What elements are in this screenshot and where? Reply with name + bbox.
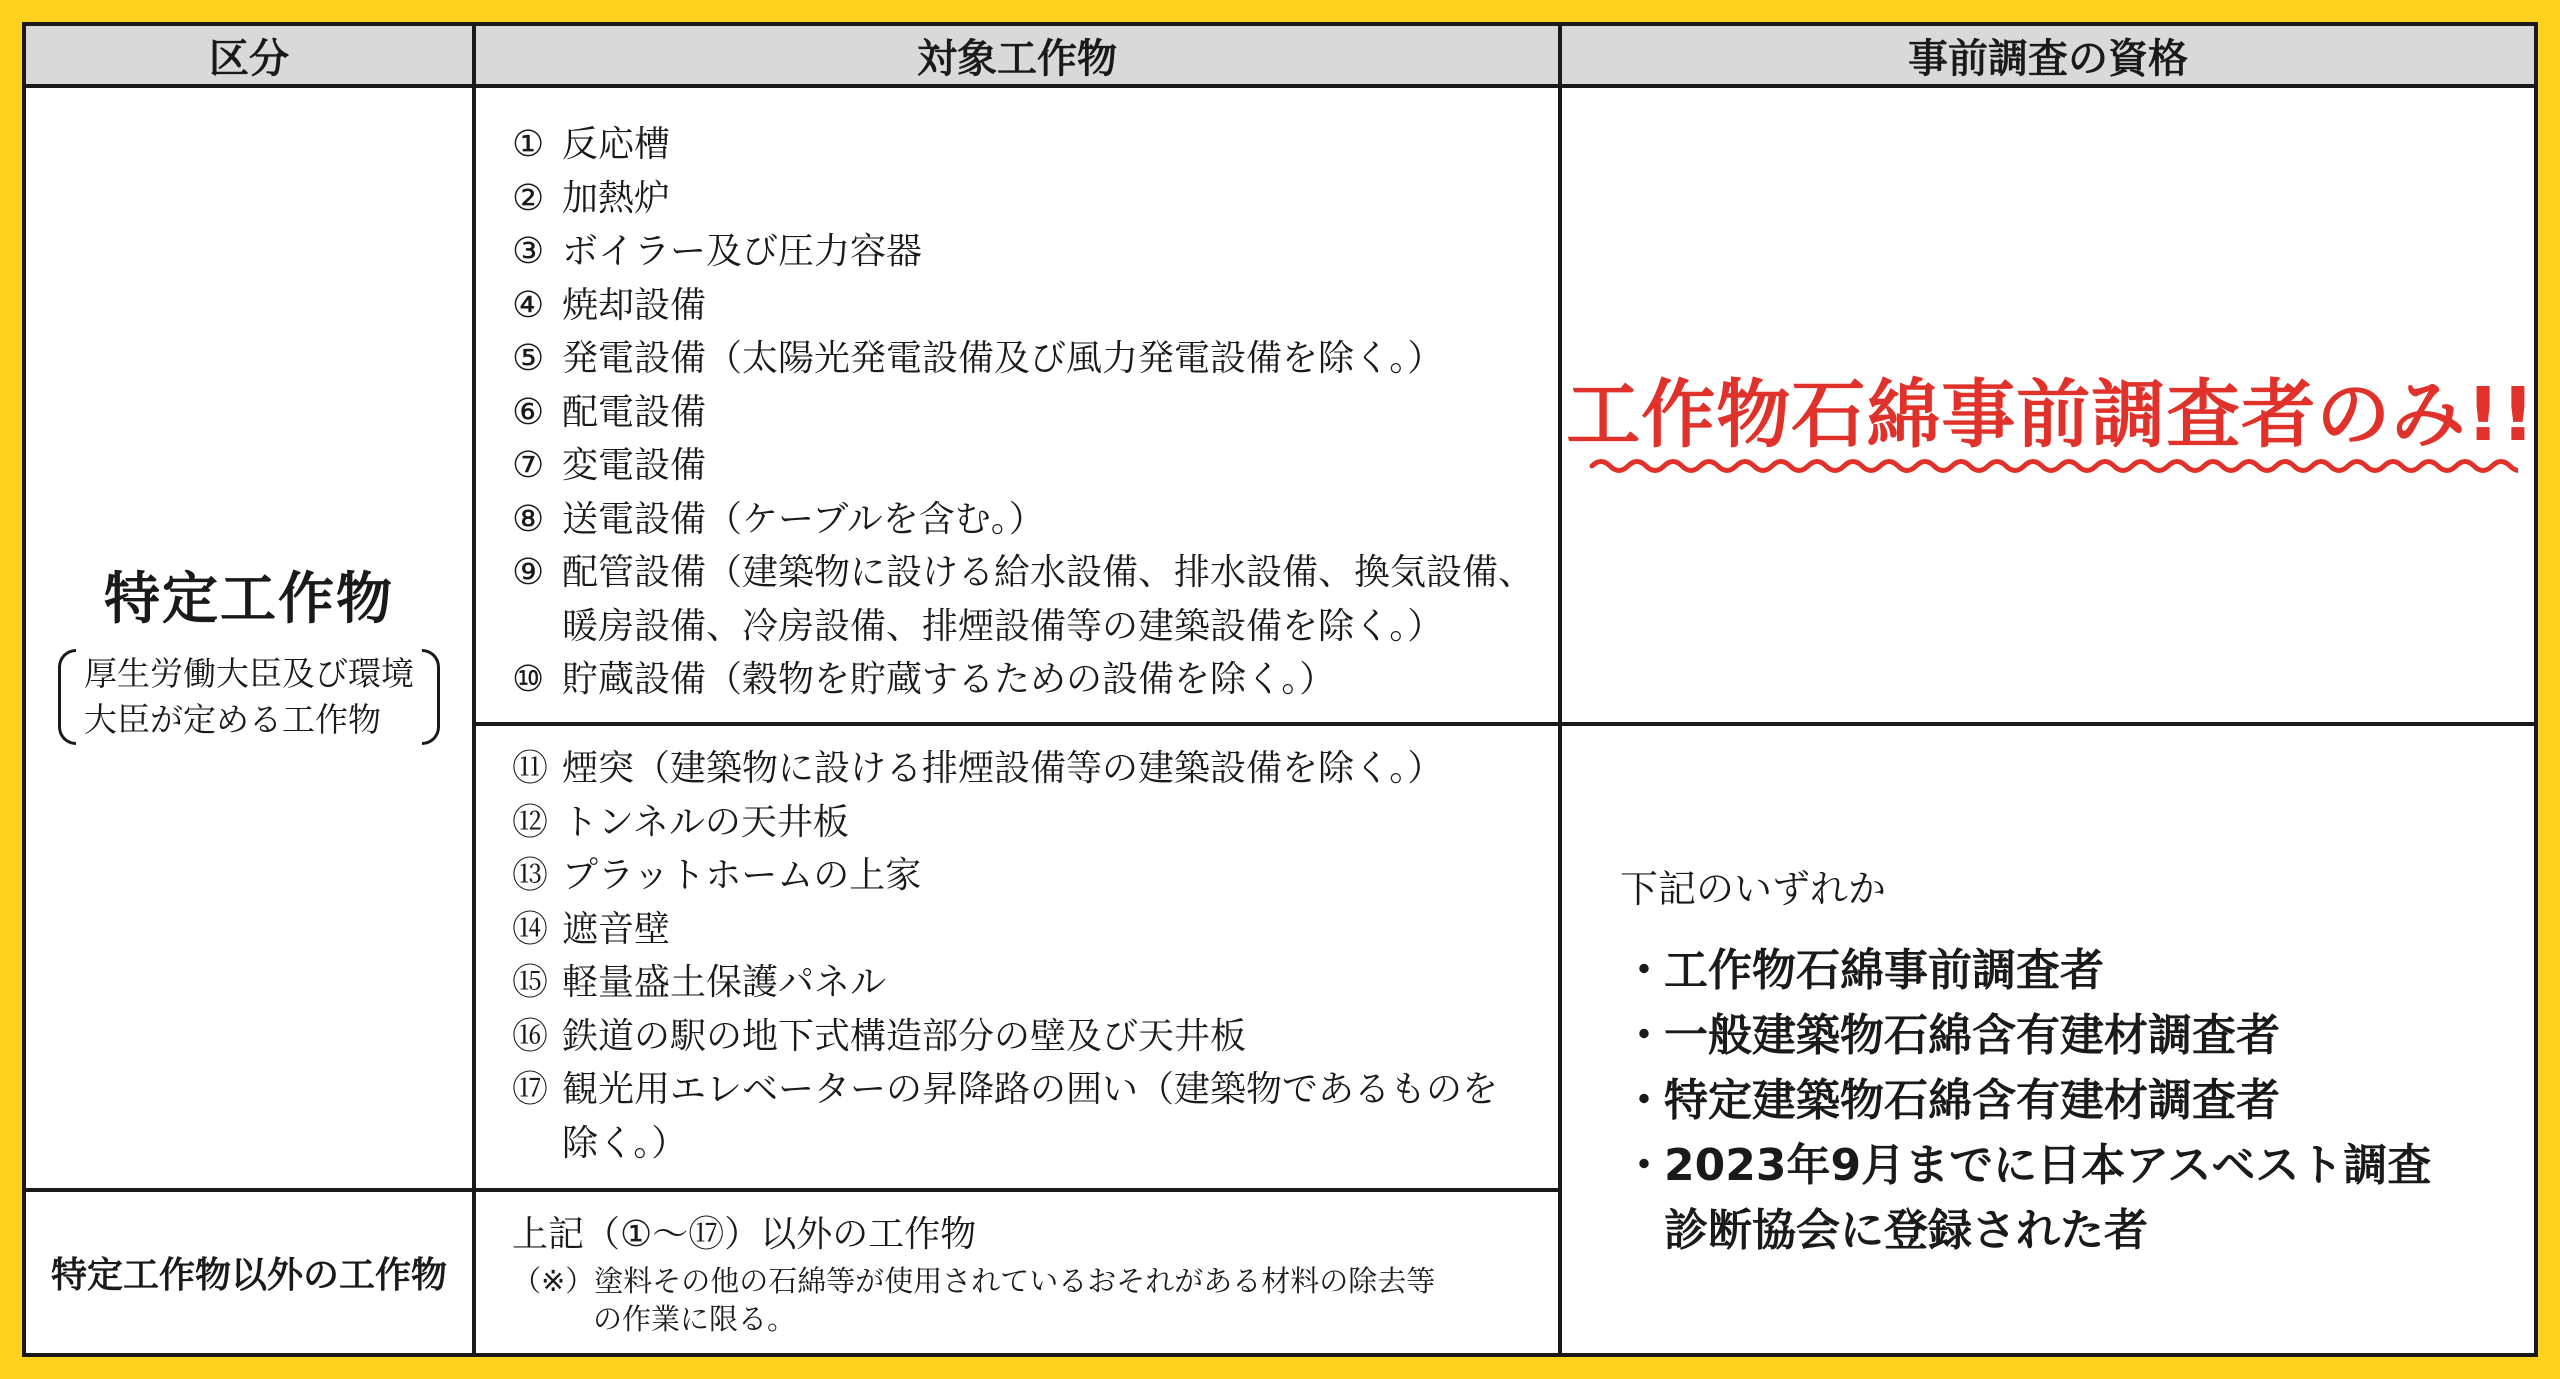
list-item: ⑮ 軽量盛土保護パネル [512, 962, 887, 1003]
list-item: ⑤ 発電設備（太陽光発電設備及び風力発電設備を除く。） [512, 338, 1444, 379]
other-targets [512, 1208, 1435, 1338]
category-specific-note [58, 649, 440, 745]
category-specific-cell [26, 88, 472, 1212]
list-item: ④ 焼却設備 [512, 284, 707, 326]
other-targets-main: 上記（①～⑰）以外の工作物 [512, 1214, 977, 1255]
list-item: ⑰ 観光用エレベーターの昇降路の囲い（建築物であるものを [512, 1069, 1499, 1110]
list-item-continuation: 暖房設備、冷房設備、排煙設備等の建築設備を除く。） [562, 605, 1444, 647]
right-paren [422, 649, 440, 745]
target-list-group1 [512, 118, 1534, 707]
list-item: ⑫ トンネルの天井板 [512, 801, 849, 843]
target-list-group2 [512, 742, 1498, 1170]
list-item: ⑯ 鉄道の駅の地下式構造部分の壁及び天井板 [512, 1015, 1247, 1057]
list-item: ⑭ 遮音壁 [512, 908, 671, 950]
qualification-list [1622, 938, 2431, 1263]
column-divider [1558, 26, 1562, 1353]
header-category: 区分 [26, 26, 472, 88]
column-divider [472, 26, 476, 1353]
list-item: ② 加熱炉 [512, 177, 671, 219]
qualification-intro: 下記のいずれか [1620, 867, 1887, 911]
list-item: ③ ボイラー及び圧力容器 [512, 231, 923, 272]
qualification-table [22, 22, 2538, 1357]
list-item: ⑦ 変電設備 [512, 445, 707, 486]
list-item-continuation: 除く。） [562, 1122, 688, 1164]
left-paren [58, 649, 76, 745]
category-note-line: 大臣が定める工作物 [84, 700, 381, 739]
other-targets-note: （※）塗料その他の石綿等が使用されているおそれがある材料の除去等 [512, 1264, 1436, 1298]
wavy-underline-icon [1588, 454, 2518, 478]
category-note-line: 厚生労働大臣及び環境 [84, 654, 414, 693]
category-specific-title: 特定工作物 [104, 567, 394, 632]
row-divider [476, 722, 2534, 726]
list-item: ① 反応槽 [512, 124, 671, 165]
other-targets-note-cont: の作業に限る。 [593, 1302, 797, 1336]
category-other-cell: 特定工作物以外の工作物 [50, 1255, 447, 1296]
qualification-specific-text: 工作物石綿事前調査者のみ!! [1566, 372, 2536, 458]
list-item: ⑥ 配電設備 [512, 391, 707, 433]
qualification-item-continuation: 診断協会に登録された者 [1664, 1205, 2148, 1256]
list-item: ⑩ 貯蔵設備（穀物を貯蔵するための設備を除く。） [512, 659, 1336, 700]
list-item: ⑧ 送電設備（ケーブルを含む。） [512, 498, 1045, 540]
list-item: ⑪ 煙突（建築物に設ける排煙設備等の建築設備を除く。） [512, 748, 1444, 789]
qualification-item: ・ 工作物石綿事前調査者 [1622, 945, 2104, 996]
list-item: ⑨ 配管設備（建築物に設ける給水設備、排水設備、換気設備、 [512, 552, 1535, 593]
qualification-item: ・ 一般建築物石綿含有建材調査者 [1622, 1010, 2280, 1061]
qualification-item: ・ 特定建築物石綿含有建材調査者 [1622, 1075, 2280, 1126]
header-qualification: 事前調査の資格 [1562, 26, 2534, 88]
qualification-item: ・ 2023年9月までに日本アスベスト調査 [1622, 1140, 2432, 1191]
header-target-structures: 対象工作物 [476, 26, 1558, 88]
list-item: ⑬ プラットホームの上家 [512, 855, 922, 896]
